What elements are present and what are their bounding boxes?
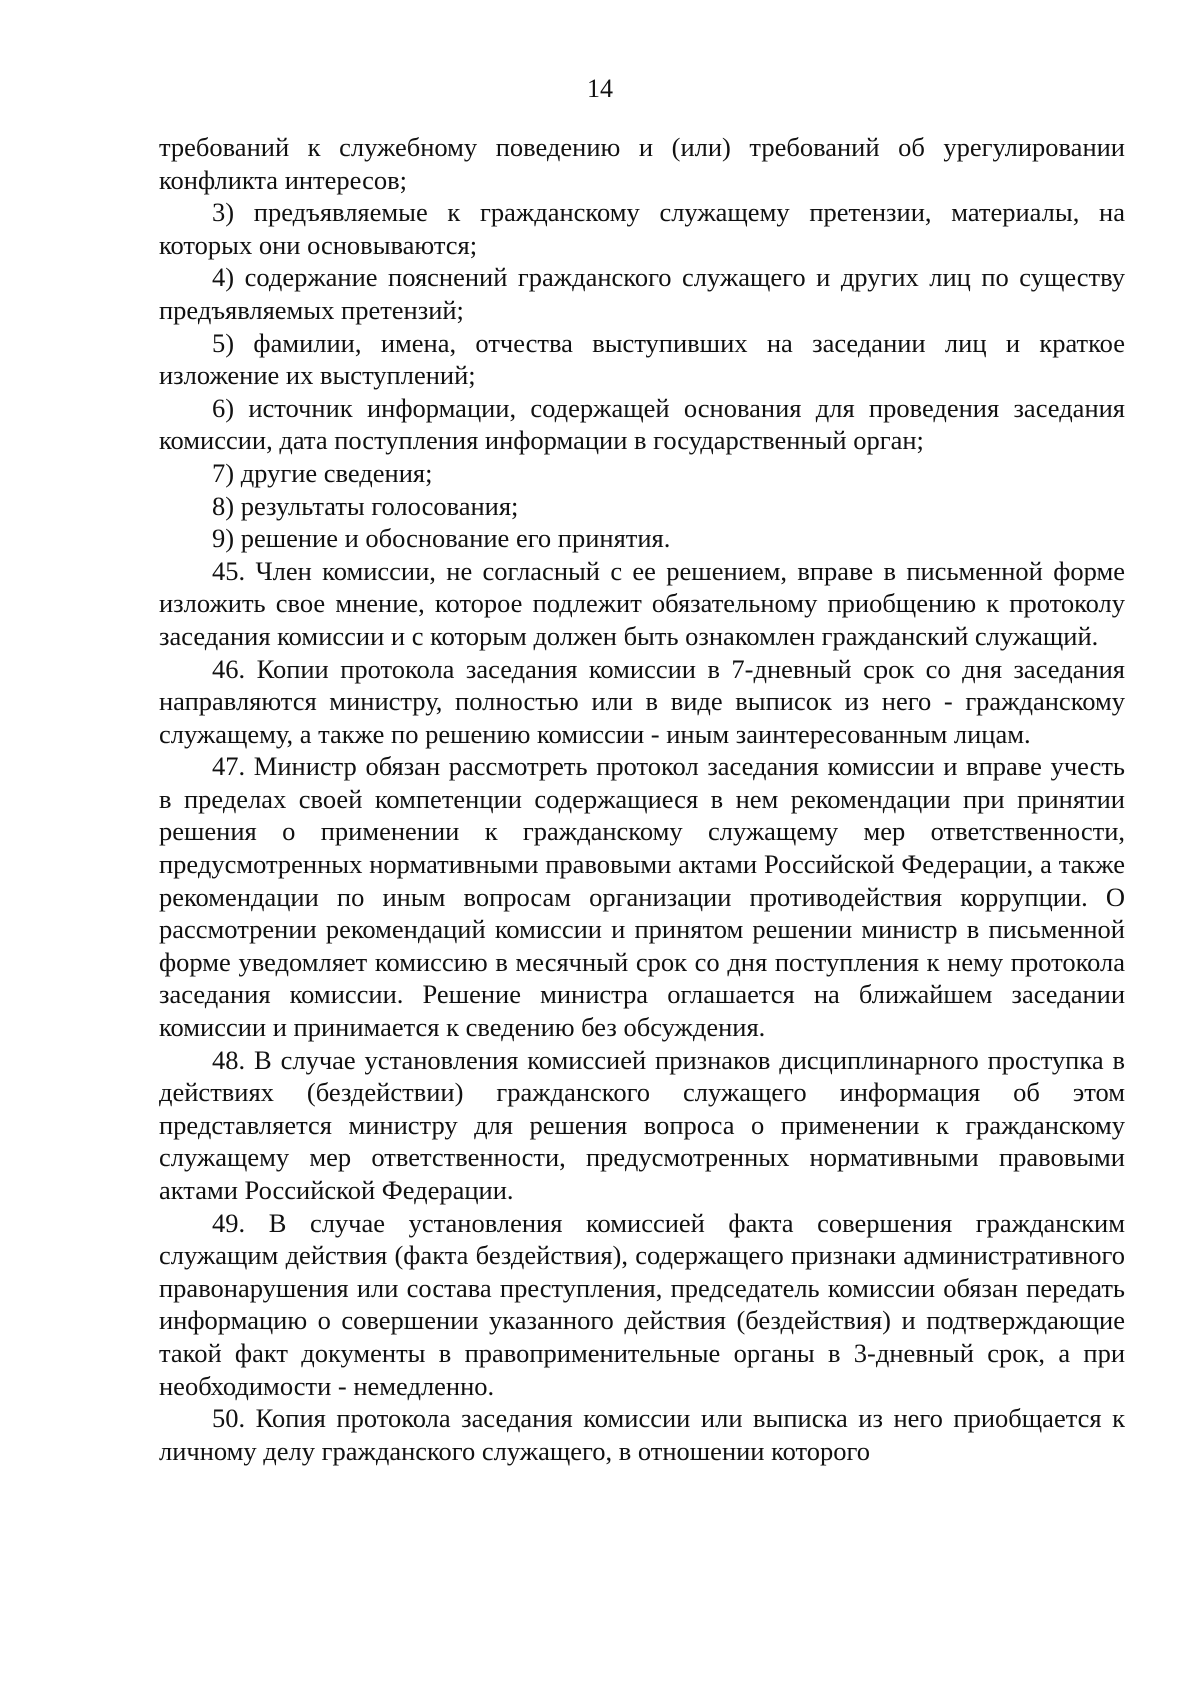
list-item-6: 6) источник информации, содержащей основания для проведения заседания комиссии, дата поступления информации в государственный орган; [159, 392, 1125, 456]
list-item-7: 7) другие сведения; [212, 457, 433, 488]
document-body [159, 131, 1125, 1467]
page-number: 14 [587, 74, 613, 103]
list-item-9: 9) решение и обоснование его принятия. [212, 523, 671, 554]
clause-49: 49. В случае установления комиссией факта совершения гражданским служащим действия (факта бездействия), содержащего признаки административного правонарушения или состава преступления, председатель комиссии обязан передать информацию о совершении указанного действия (бездействия) и подтверждающие такой факт документы в правоприменительные органы в 3-дневный срок, а при необходимости - немедленно. [159, 1207, 1125, 1401]
list-item-4: 4) содержание пояснений гражданского служащего и других лиц по существу предъявляемых претензий; [159, 262, 1125, 325]
clause-47: 47. Министр обязан рассмотреть протокол заседания комиссии и вправе учесть в пределах своей компетенции содержащиеся в нем рекомендации при принятии решения о применении к гражданскому служащему мер ответственности, предусмотренных нормативными правовыми актами Российской Федерации, а также рекомендации по иным вопросам организации противодействия коррупции. О рассмотрении рекомендаций комиссии и принятом решении министр в письменной форме уведомляет комиссию в месячный срок со дня поступления к нему протокола заседания комиссии. Решение министра оглашается на ближайшем заседании комиссии и принимается к сведению без обсуждения. [159, 751, 1125, 1043]
list-item-5: 5) фамилии, имена, отчества выступивших на заседании лиц и краткое изложение их выступлений; [159, 327, 1125, 391]
clause-45: 45. Член комиссии, не согласный с ее решением, вправе в письменной форме изложить свое мнение, которое подлежит обязательному приобщению к протоколу заседания комиссии и с которым должен быть ознакомлен гражданский служащий. [159, 555, 1125, 651]
paragraph-continuation: требований к служебному поведению и (или) требований об урегулировании конфликта интересов; [159, 132, 1125, 195]
clause-48: 48. В случае установления комиссией признаков дисциплинарного проступка в действиях (бездействии) гражданского служащего информация об этом представляется министру для решения вопроса о применении к гражданскому служащему мер ответственности, предусмотренных нормативными правовыми актами Российской Федерации. [159, 1044, 1125, 1205]
list-item-3: 3) предъявляемые к гражданскому служащему претензии, материалы, на которых они основываются; [159, 197, 1125, 260]
clause-46: 46. Копии протокола заседания комиссии в 7-дневный срок со дня заседания направляются министру, полностью или в виде выписок из него - гражданскому служащему, а также по решению комиссии - иным заинтересованным лицам. [159, 653, 1125, 749]
list-item-8: 8) результаты голосования; [212, 490, 519, 521]
clause-50: 50. Копия протокола заседания комиссии или выписка из него приобщается к личному делу гражданского служащего, в отношении которого [159, 1403, 1125, 1466]
